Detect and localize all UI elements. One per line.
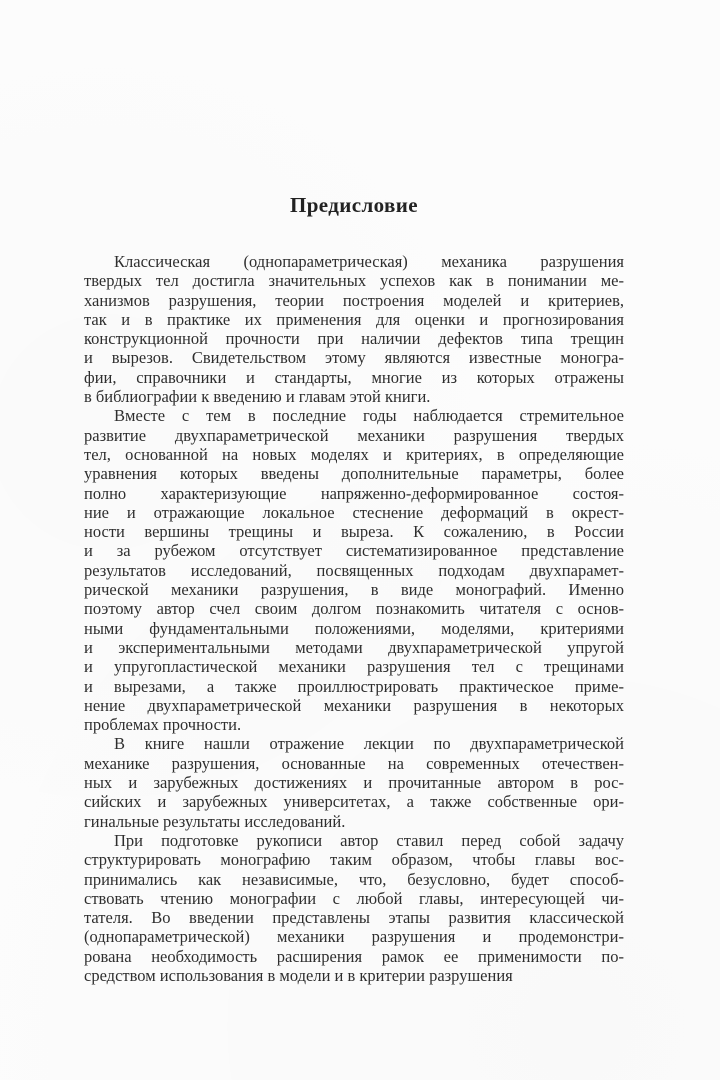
text-line: развитие двухпараметрической механики разрушения твердых [84,425,624,445]
text-line: и упругопластической механики разрушения тел с трещинами [84,657,624,677]
text-line: ние и отражающие локальное стеснение деформаций в окрест- [84,502,624,522]
text-line: так и в практике их применения для оценки и прогнозирования [84,309,624,329]
text-line: фии, справочники и стандарты, многие из которых отражены [84,367,624,387]
text-line: (однопараметрической) механики разрушения и продемонстри- [84,927,624,947]
text-line: В книге нашли отражение лекции по двухпараметрической [114,734,624,754]
text-line: полно характеризующие напряженно-деформированное состоя- [84,483,624,503]
page-title: Предисловие [289,193,419,217]
text-line: рической механики разрушения, в виде монографий. Именно [84,580,624,600]
text-line: ных и зарубежных достижениях и прочитанные автором в рос- [84,773,624,793]
text-line: средством использования в модели и в критерии разрушения [84,965,513,985]
text-line: При подготовке рукописи автор ставил перед собой задачу [114,830,624,850]
text-line: ствовать чтению монографии с любой главы, интересующей чи- [84,888,624,908]
text-line: и за рубежом отсутствует систематизированное представление [84,541,624,561]
text-line: и вырезов. Свидетельством этому являются известные моногра- [84,348,624,368]
text-line: тел, основанной на новых моделях и критериях, в определяющие [84,444,624,464]
text-line: рована необходимость расширения рамок ее применимости по- [84,946,624,966]
text-line: ными фундаментальными положениями, моделями, критериями [84,618,624,638]
text-line: и вырезами, а также проиллюстрировать практическое приме- [84,676,624,696]
text-line: гинальные результаты исследований. [84,811,346,831]
text-line: механике разрушения, основанные на современных отечествен- [84,753,624,773]
text-line: поэтому автор счел своим долгом познакомить читателя с основ- [84,599,624,619]
text-line: структурировать монографию таким образом, чтобы главы вос- [84,850,624,870]
text-line: твердых тел достигла значительных успехов как в понимании ме- [84,271,624,291]
text-line: ханизмов разрушения, теории построения моделей и критериев, [84,290,624,310]
text-line: ности вершины трещины и выреза. К сожалению, в России [84,522,624,542]
text-line: конструкционной прочности при наличии дефектов типа трещин [84,329,624,349]
text-line: нение двухпараметрической механики разрушения в некоторых [84,695,624,715]
text-line: сийских и зарубежных университетах, а также собственные ори- [84,792,624,812]
text-line: тателя. Во введении представлены этапы развития классической [84,908,624,928]
text-line: Вместе с тем в последние годы наблюдается стремительное [114,406,624,426]
text-line: в библиографии к введению и главам этой книги. [84,387,431,407]
text-line: проблемах прочности. [84,715,242,735]
text-line: Классическая (однопараметрическая) механика разрушения [114,252,624,271]
text-line: принимались как независимые, что, безусловно, будет способ- [84,869,624,889]
preface-body [84,252,624,985]
text-line: результатов исследований, посвященных подходам двухпарамет- [84,560,624,580]
text-line: и экспериментальными методами двухпараметрической упругой [84,637,624,657]
text-line: уравнения которых введены дополнительные параметры, более [84,464,624,484]
